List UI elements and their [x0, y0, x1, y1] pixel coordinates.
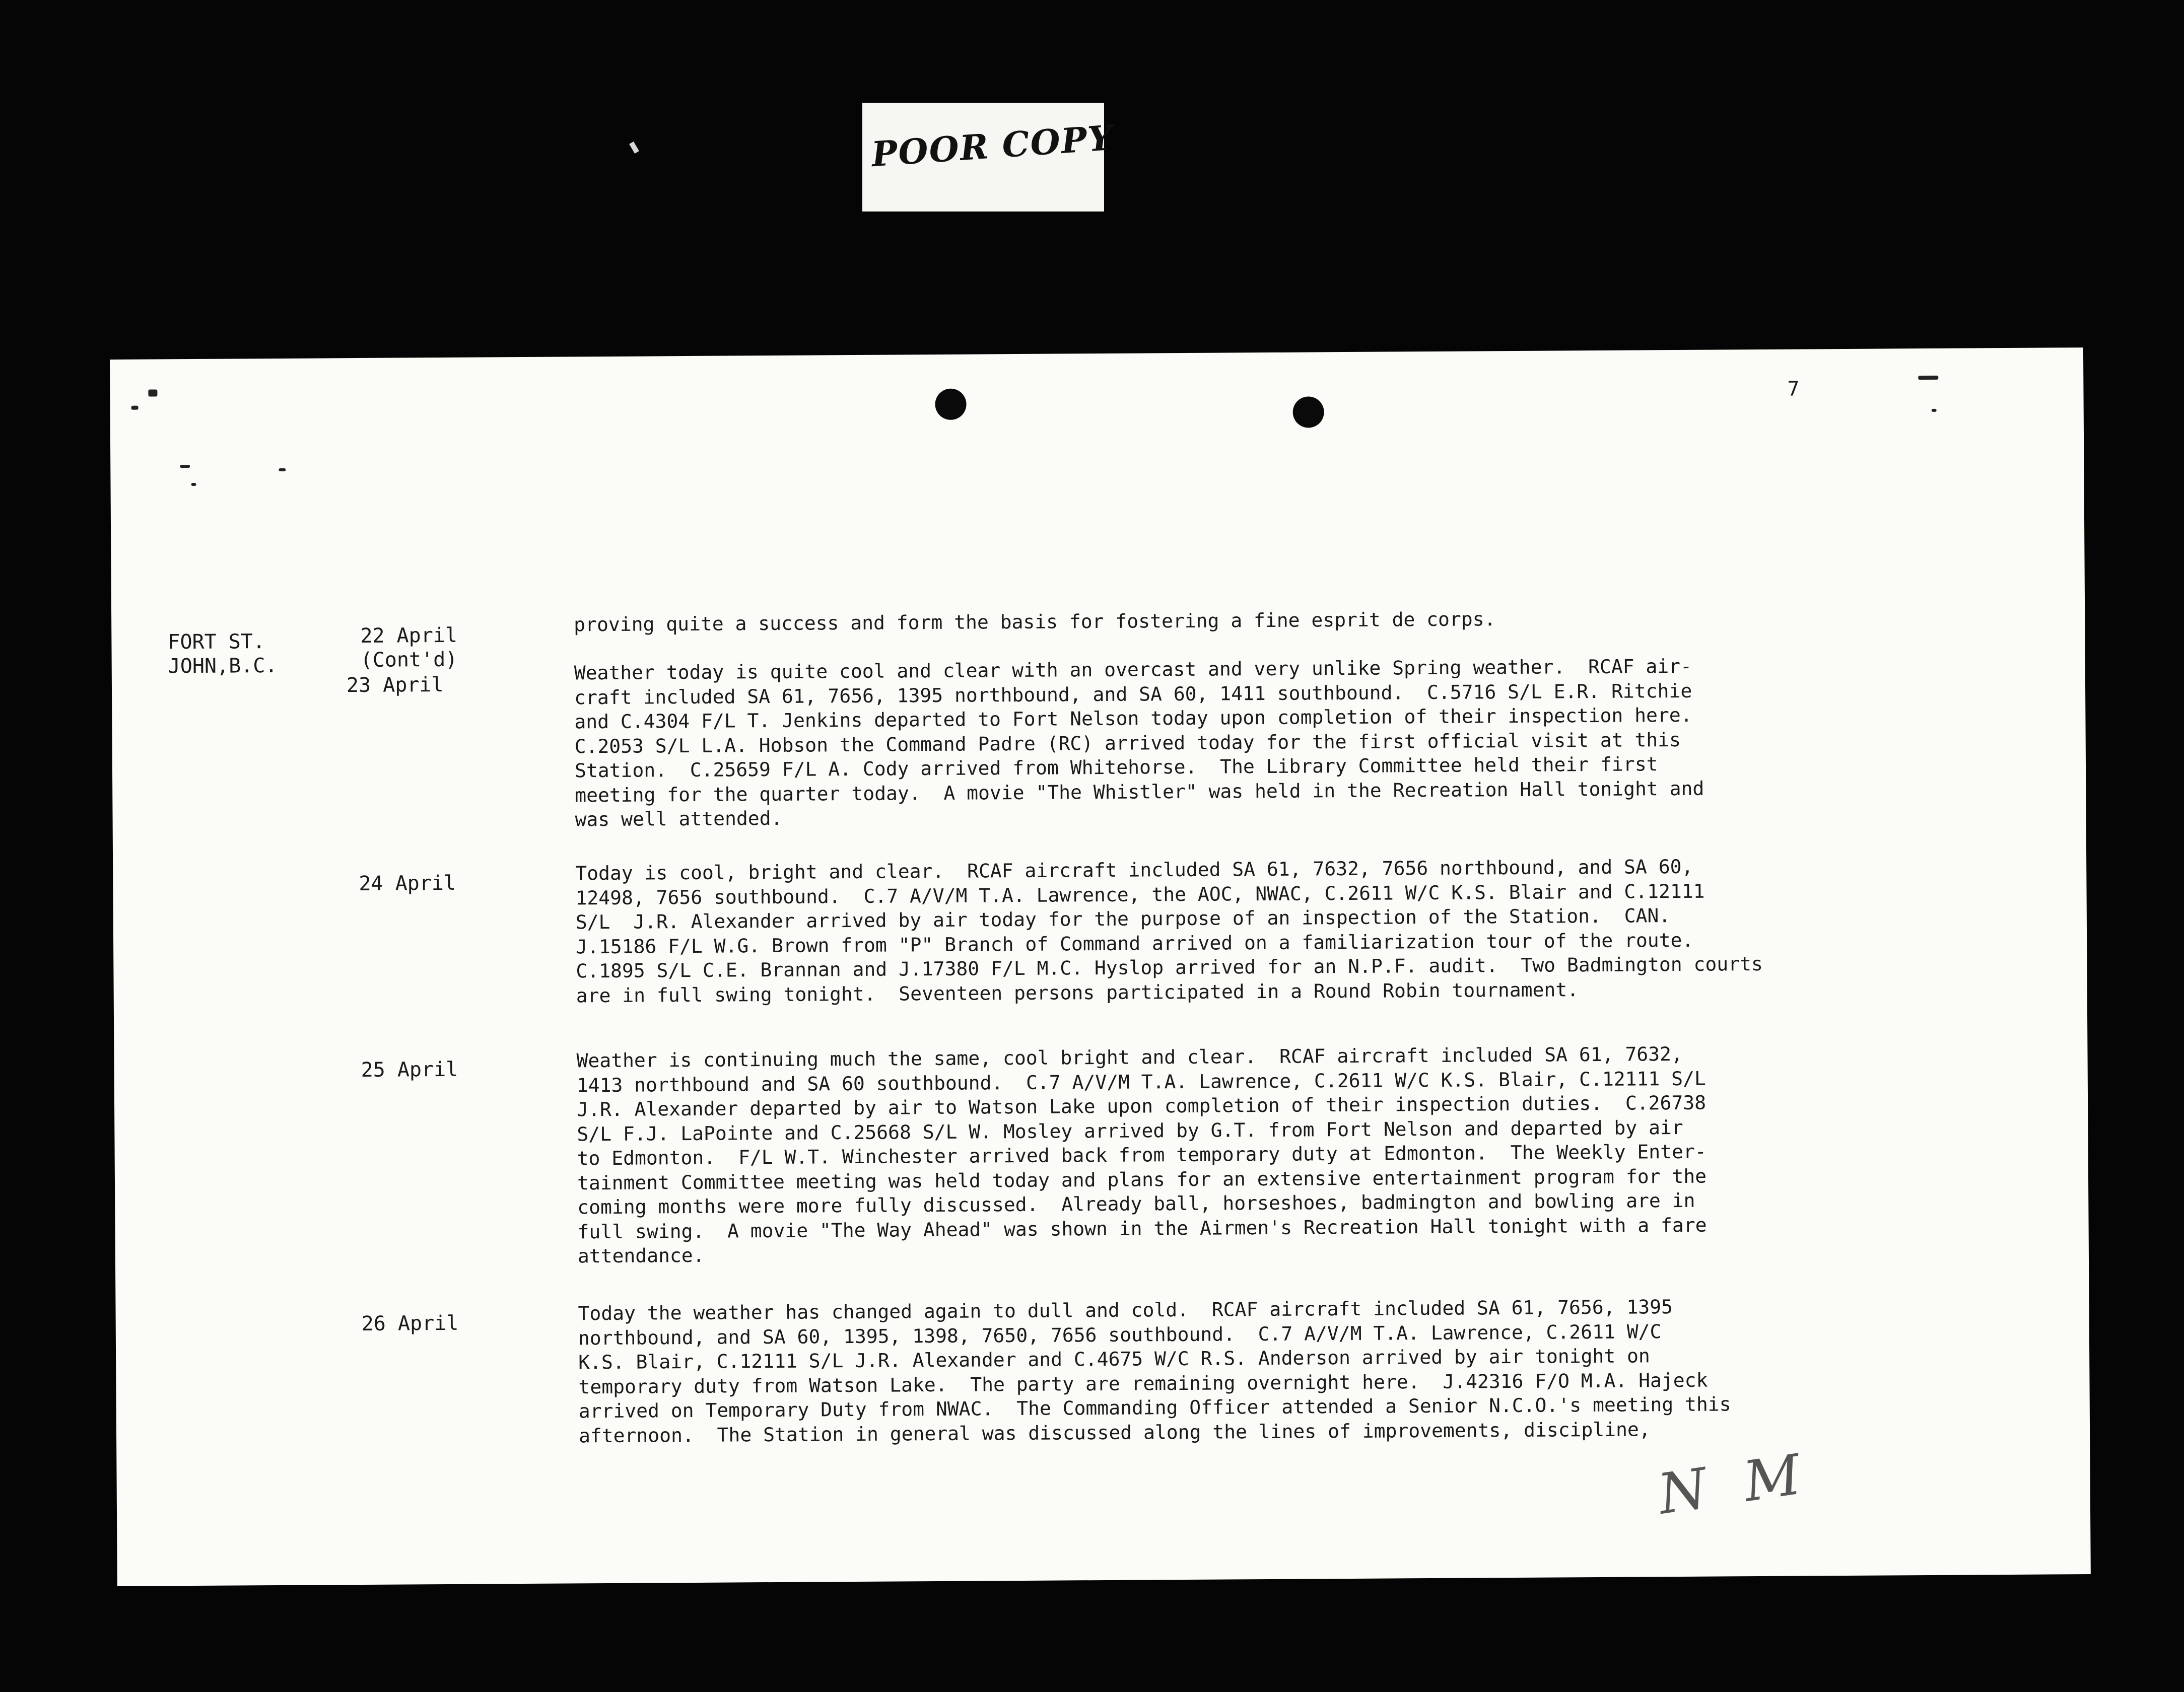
entry-line: tainment Committee meeting was held today and plans for an extensive entertainment program for the: [577, 1165, 1707, 1194]
punch-hole: [935, 389, 966, 420]
document-page: [110, 347, 2091, 1586]
entry-line: S/L J.R. Alexander arrived by air today for the purpose of an inspection of the Station. CAN.: [575, 904, 1671, 934]
entry-line: Station. C.25659 F/L A. Cody arrived from Whitehorse. The Library Committee held their first: [574, 753, 1658, 782]
log-entry: [574, 652, 2036, 832]
ink-speck: [131, 406, 139, 410]
entry-line: temporary duty from Watson Lake. The party are remaining overnight here. J.42316 F/O M.A. Hajeck: [578, 1369, 1708, 1398]
entry-date: [360, 623, 457, 672]
page-number: 7: [1787, 377, 1800, 401]
entry-line: attendance.: [577, 1244, 705, 1267]
place-line: JOHN,B.C.: [168, 654, 278, 678]
entry-line: C.1895 S/L C.E. Brannan and J.17380 F/L M.C. Hyslop arrived for an N.P.F. audit. Two Badmington courts: [576, 952, 1763, 982]
entry-line: and C.4304 F/L T. Jenkins departed to Fort Nelson today upon completion of their inspection here.: [574, 703, 1692, 733]
ink-speck: [1918, 376, 1938, 380]
entry-line: proving quite a success and form the basis for fostering a fine esprit de corps.: [574, 608, 1496, 636]
entry-line: Today is cool, bright and clear. RCAF aircraft included SA 61, 7632, 7656 northbound, and SA 60,: [575, 855, 1693, 885]
entry-date: [361, 1058, 458, 1082]
ink-speck: [148, 389, 157, 396]
entry-date: [359, 871, 456, 896]
log-entry: [576, 1040, 2038, 1268]
entry-line: are in full swing tonight. Seventeen persons participated in a Round Robin tournament.: [576, 978, 1579, 1007]
entry-line: 12498, 7656 southbound. C.7 A/V/M T.A. Lawrence, the AOC, NWAC, C.2611 W/C K.S. Blair and C.12111: [575, 880, 1705, 909]
place-name: [168, 629, 277, 678]
punch-hole: [1292, 396, 1324, 428]
date-line: 25 April: [361, 1058, 458, 1082]
stray-mark: [629, 142, 639, 154]
stamp-text: POOR COPY: [870, 117, 1115, 175]
entry-line: J.R. Alexander departed by air to Watson Lake upon completion of their inspection duties. C.26738: [576, 1091, 1707, 1121]
entry-line: S/L F.J. LaPointe and C.25668 S/L W. Mosley arrived by G.T. from Fort Nelson and departed by air: [577, 1116, 1683, 1145]
ink-speck: [180, 465, 190, 468]
entry-date: [347, 673, 444, 697]
entry-line: was well attended.: [575, 807, 783, 831]
place-line: FORT ST.: [168, 630, 265, 654]
date-line: 26 April: [361, 1311, 459, 1335]
entry-line: craft included SA 61, 7656, 1395 northbound, and SA 60, 1411 southbound. C.5716 S/L E.R. Ritchie: [574, 679, 1692, 709]
date-line: 22 April: [360, 623, 458, 648]
entry-line: Today the weather has changed again to dull and cold. RCAF aircraft included SA 61, 7656, 1395: [578, 1296, 1673, 1325]
entry-line: northbound, and SA 60, 1395, 1398, 7650, 7656 southbound. C.7 A/V/M T.A. Lawrence, C.2611 W/C: [578, 1320, 1662, 1349]
entry-line: coming months were more fully discussed. Already ball, horseshoes, badmington and bowling are in: [577, 1189, 1695, 1219]
log-entry: [578, 1293, 2039, 1448]
entry-line: C.2053 S/L L.A. Hobson the Command Padre (RC) arrived today for the first official visit at this: [574, 728, 1681, 757]
entry-line: to Edmonton. F/L W.T. Winchester arrived back from temporary duty at Edmonton. The Weekly Enter-: [577, 1140, 1707, 1170]
entry-line: J.15186 F/L W.G. Brown from "P" Branch of Command arrived on a familiarization tour of the route.: [576, 929, 1694, 958]
log-entry: [574, 604, 2034, 637]
ink-speck: [279, 468, 286, 471]
log-entry: [575, 853, 2037, 1008]
entry-line: meeting for the quarter today. A movie "The Whistler" was held in the Recreation Hall tonight and: [575, 777, 1704, 806]
ink-speck: [191, 483, 196, 486]
date-line: 23 April: [346, 673, 444, 697]
entry-line: arrived on Temporary Duty from NWAC. The Commanding Officer attended a Senior N.C.O.'s meeting this: [578, 1393, 1731, 1423]
date-line: 24 April: [359, 871, 456, 895]
date-line: (Cont'd): [360, 648, 458, 672]
entry-line: full swing. A movie "The Way Ahead" was shown in the Airmen's Recreation Hall tonight with a fare: [577, 1214, 1707, 1243]
ink-speck: [1932, 409, 1937, 412]
poor-copy-stamp: [862, 103, 1115, 212]
entry-line: Weather is continuing much the same, cool bright and clear. RCAF aircraft included SA 61, 7632,: [576, 1042, 1683, 1072]
entry-line: Weather today is quite cool and clear with an overcast and very unlike Spring weather. RCAF air-: [574, 655, 1692, 684]
entry-line: 1413 northbound and SA 60 southbound. C.7 A/V/M T.A. Lawrence, C.2611 W/C K.S. Blair, C.12111 S/L: [576, 1067, 1706, 1096]
entry-line: afternoon. The Station in general was discussed along the lines of improvements, discipline,: [578, 1418, 1651, 1447]
entry-date: [362, 1311, 459, 1336]
handwritten-initials: N M: [1654, 1440, 1815, 1527]
entry-line: K.S. Blair, C.12111 S/L J.R. Alexander and C.4675 W/C R.S. Anderson arrived by air tonight on: [578, 1345, 1650, 1374]
